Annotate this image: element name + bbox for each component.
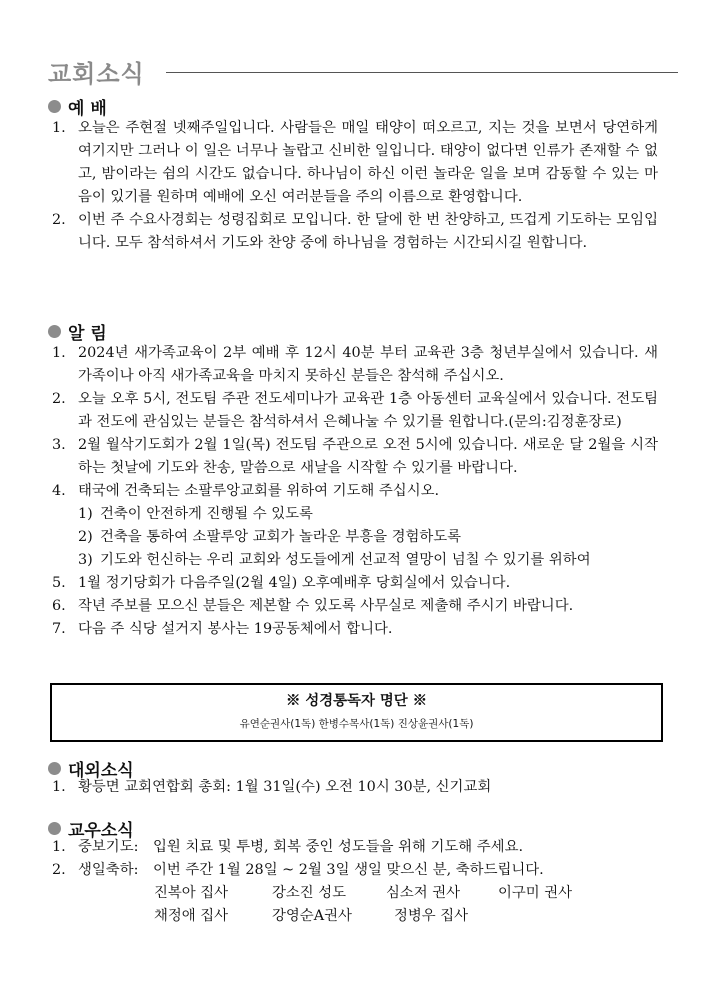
sub-list-item: 1) 건축이 안전하게 진행될 수 있도록 xyxy=(78,506,313,522)
list-item: 3. 2월 월삭기도회가 2월 1일(목) 전도팀 주관으로 오전 5시에 있습니다. 새로운 달 2월을 시작하는 첫날에 기도와 찬송, 말씀으로 새날을 시작할 수 있기를 바랍니다. xyxy=(52,437,658,476)
birthday-label: 생일축하: xyxy=(78,862,139,878)
members-heading-text: 교우소식 xyxy=(68,821,134,841)
sub-list-item: 2) 건축을 통하여 소팔루앙 교회가 놀라운 부흥을 경험하도록 xyxy=(78,529,462,545)
bible-box-title: ※ 성경통독자 명단 ※ xyxy=(285,692,428,709)
sub-list-item: 3) 기도와 헌신하는 우리 교회와 성도들에게 선교적 열망이 넘칠 수 있기를 위하여 xyxy=(78,552,591,568)
list-item: 1. 오늘은 주현절 넷째주일입니다. 사람들은 매일 태양이 떠오르고, 지는 것을 보면서 당연하게 여기지만 그러나 이 일은 너무나 놀랍고 신비한 일입니다. 태양이 없다면 인류가 존재할 수 없고, 밤이라는 쉼의 시간도 없습니다. 하나님이 하신 이런 놀라운 일을 보며 감동할 수 있는 마음이 있기를 원하며 예배에 오신 여러분들을 주의 이름으로 환영합니다. xyxy=(52,120,658,205)
worship-heading xyxy=(48,94,107,119)
prayer-label: 중보기도: xyxy=(78,839,139,855)
external-list xyxy=(48,776,658,799)
page-title: 교회소식 xyxy=(48,59,145,88)
list-item: 7. 다음 주 식당 설거지 봉사는 19공동체에서 합니다. xyxy=(52,621,393,637)
bullet-icon xyxy=(48,100,61,113)
notices-heading-text: 알 림 xyxy=(68,324,107,344)
list-item: 4. 태국에 건축되는 소팔루앙교회를 위하여 기도해 주십시오. xyxy=(52,483,440,499)
notices-list xyxy=(48,342,658,641)
bible-reader-box xyxy=(50,683,663,742)
list-item: 2. 오늘 오후 5시, 전도팀 주관 전도세미나가 교육관 1층 아동센터 교육실에서 있습니다. 전도팀과 전도에 관심있는 분들은 참석하셔서 은혜나눌 수 있기를 원합니다.(문의:김정훈장로) xyxy=(52,391,658,430)
page-header xyxy=(48,54,678,86)
worship-list xyxy=(48,117,658,255)
birthday-names-row: 진복아 집사 강소진 성도 심소저 권사 이구미 권사 xyxy=(154,885,573,901)
bullet-icon xyxy=(48,822,61,835)
members-list xyxy=(48,836,658,928)
list-item-prayer: 1. 중보기도: 입원 치료 및 투병, 회복 중인 성도들을 위해 기도해 주세요. xyxy=(48,836,658,859)
notices-heading xyxy=(48,319,107,344)
bullet-icon xyxy=(48,325,61,338)
list-item: 1. 2024년 새가족교육이 2부 예배 후 12시 40분 부터 교육관 3층 청년부실에서 있습니다. 새가족이나 아직 새가족교육을 마치지 못하신 분들은 참석해 주십시오. xyxy=(52,345,658,384)
bullet-icon xyxy=(48,762,61,775)
list-item: 1. 황등면 교회연합회 총회: 1월 31일(수) 오전 10시 30분, 신기교회 xyxy=(52,779,492,795)
list-item: 5. 1월 정기당회가 다음주일(2월 4일) 오후예배후 당회실에서 있습니다. xyxy=(52,575,511,591)
list-item: 6. 작년 주보를 모으신 분들은 제본할 수 있도록 사무실로 제출해 주시기 바랍니다. xyxy=(52,598,574,614)
bible-box-names: 유연순권사(1독) 한병수목사(1독) 진상윤권사(1독) xyxy=(239,718,474,730)
list-item-birthday: 2. 생일축하: 이번 주간 1월 28일 ~ 2월 3일 생일 맞으신 분, 축하드립니다. xyxy=(48,859,658,882)
external-heading-text: 대외소식 xyxy=(68,761,134,781)
birthday-names-row: 채정애 집사 강영순A권사 정병우 집사 xyxy=(154,908,469,924)
title-divider xyxy=(166,72,678,73)
list-item: 2. 이번 주 수요사경회는 성령집회로 모입니다. 한 달에 한 번 찬양하고, 뜨겁게 기도하는 모임입니다. 모두 참석하셔서 기도와 찬양 중에 하나님을 경험하는 시간되시길 원합니다. xyxy=(52,212,658,251)
worship-heading-text: 예 배 xyxy=(68,99,107,119)
